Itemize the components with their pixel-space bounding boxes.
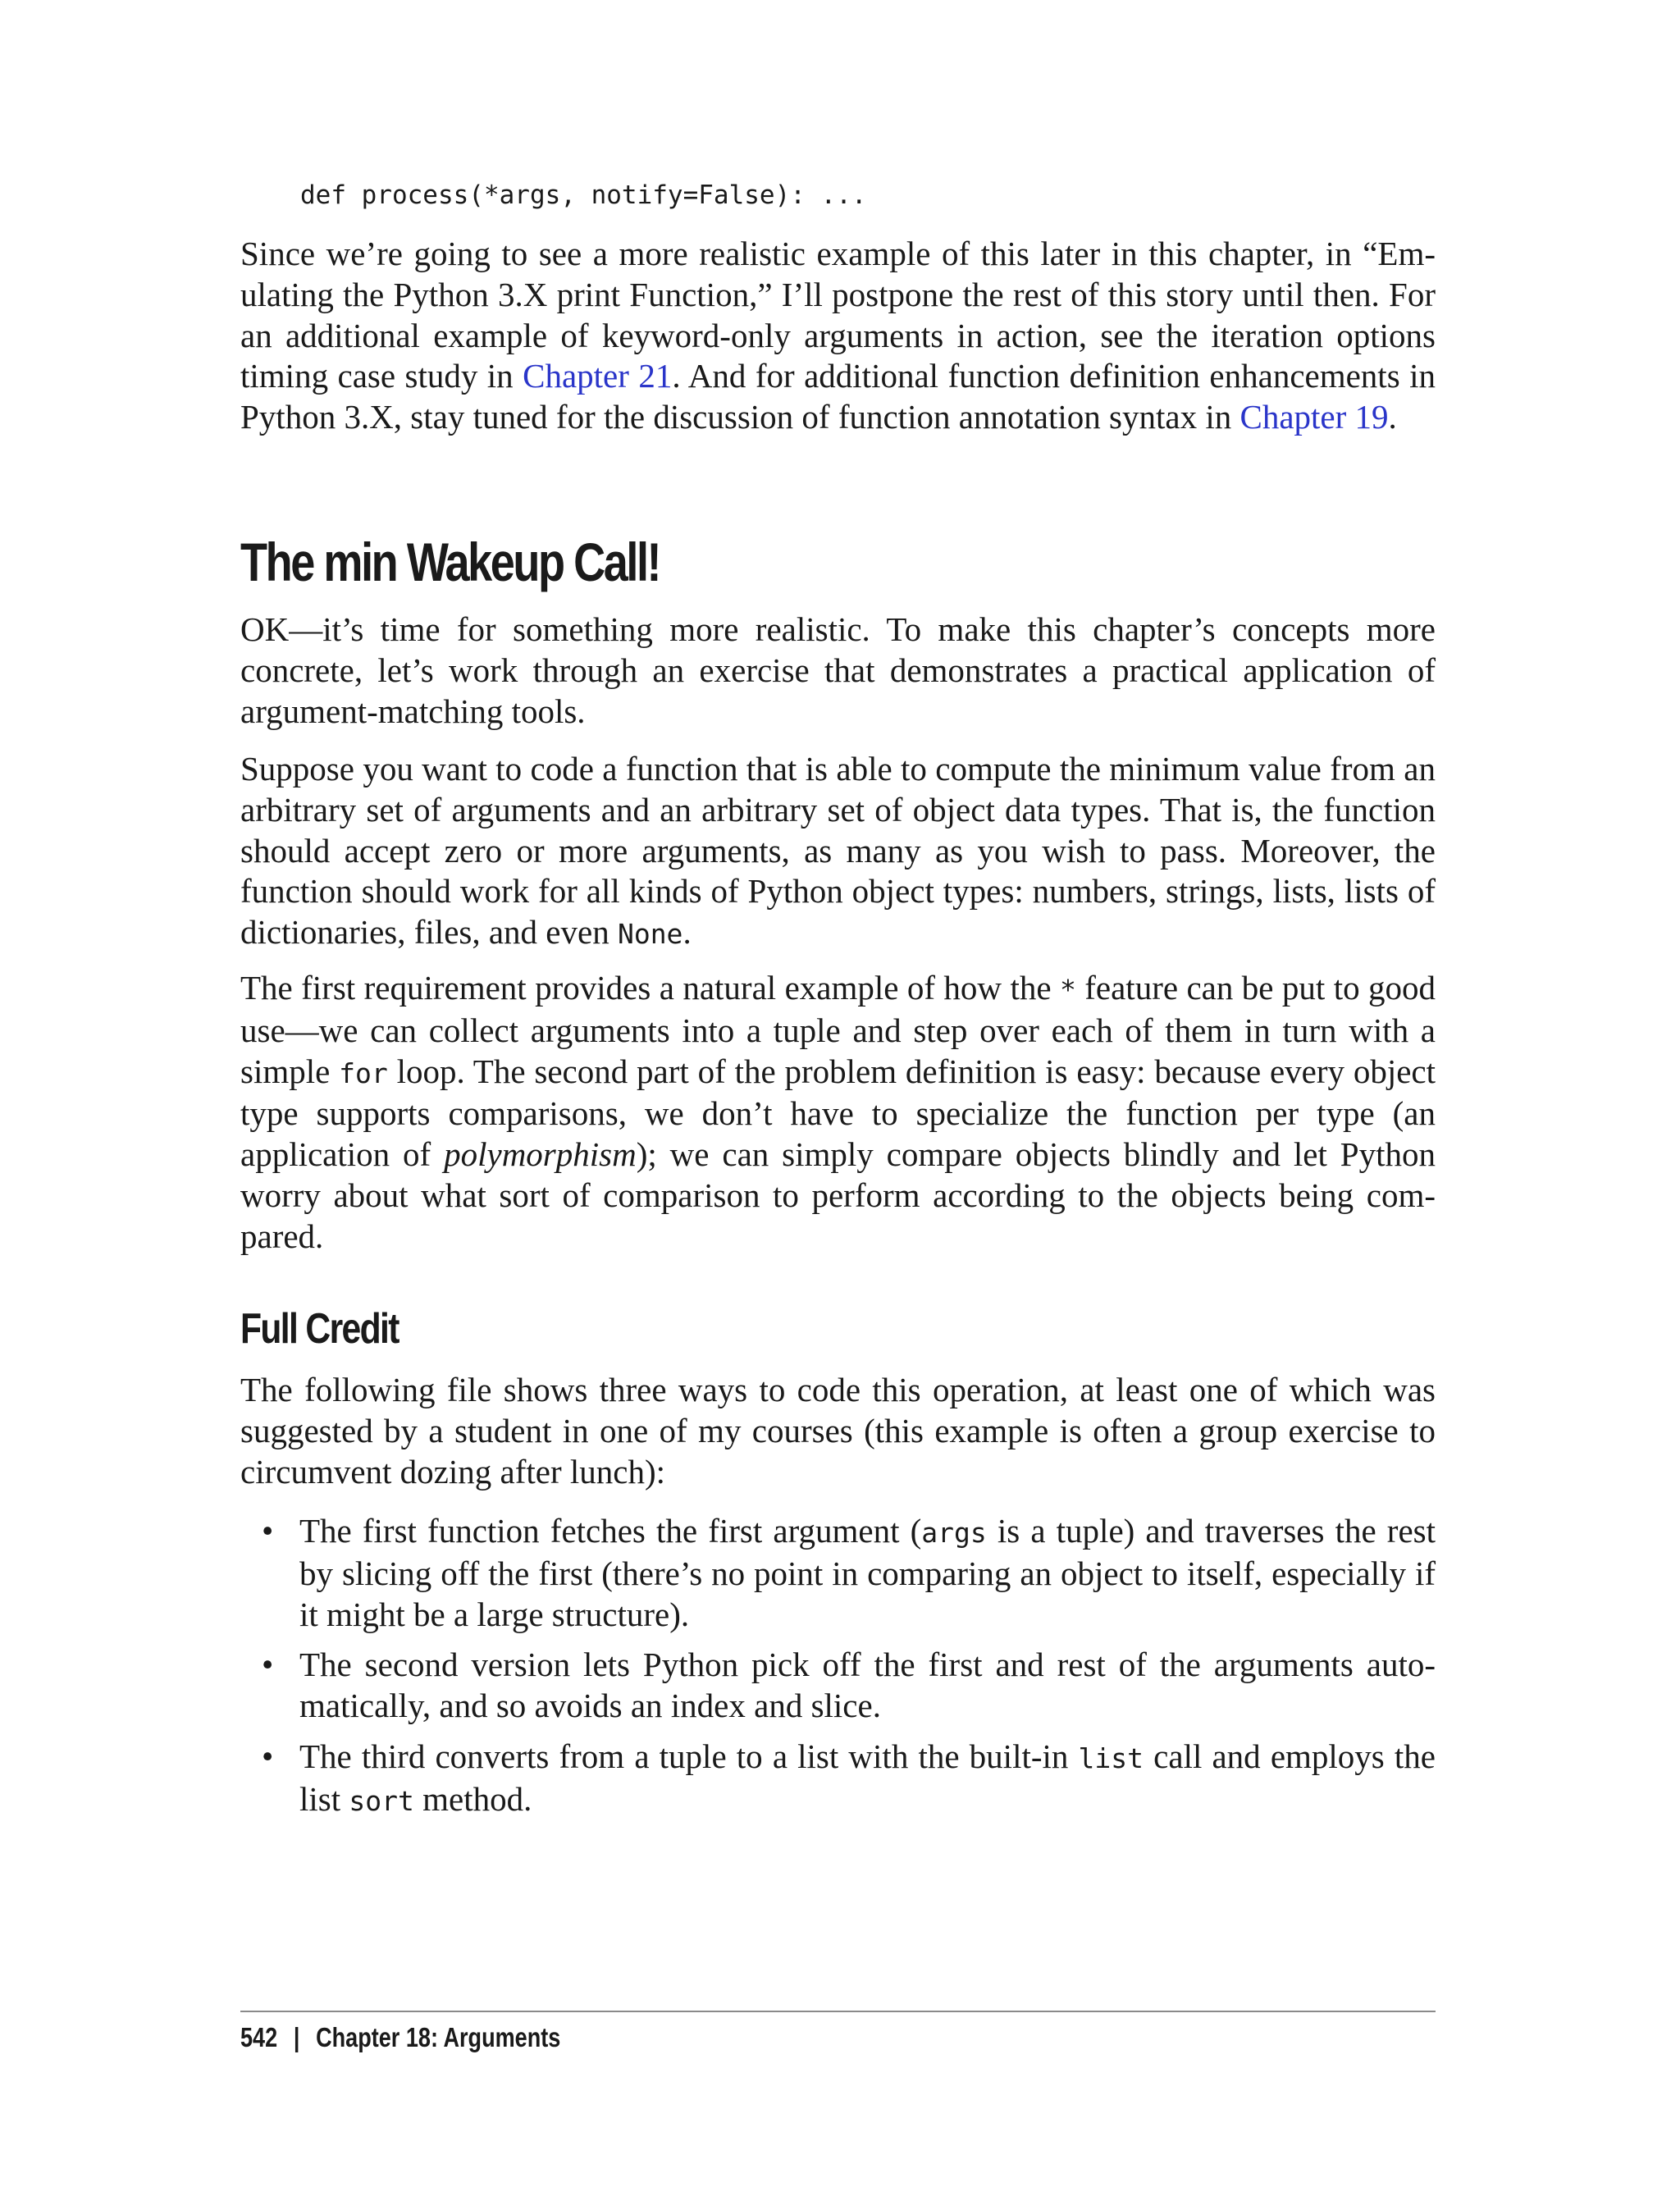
- inline-code: for: [339, 1057, 388, 1089]
- subsection-heading: Full Credit: [240, 1305, 399, 1353]
- inline-code: list: [1078, 1742, 1144, 1774]
- footer-separator: |: [293, 2022, 300, 2052]
- paragraph-requirement: [240, 968, 1436, 1258]
- list-item: [240, 1737, 1436, 1822]
- footer-divider: [240, 2011, 1436, 2012]
- section-heading: The min Wakeup Call!: [240, 532, 660, 592]
- bullet-icon: •: [262, 1512, 274, 1550]
- bullet-list: [240, 1511, 1436, 1832]
- page-number: 542: [240, 2022, 278, 2052]
- inline-code: sort: [349, 1784, 414, 1817]
- paragraph-text: Since we’re going to see a more realistic example of this later in this chapter, in “Emulating the Python 3.X print Function,” I’ll postpone the rest of this story until then. For an additional example of keyword-only arguments in action, see the iteration options timing case study in: [240, 235, 1436, 395]
- paragraph-text: loop. The second part of the problem definition is easy: because every object type supports comparisons, we don’t have to specialize the function per type (an application of: [240, 1052, 1436, 1174]
- list-item-text: is a tuple) and traverses the rest by slicing off the first (there’s no point in comparing an object to itself, especially if it might be a large structure).: [299, 1512, 1436, 1633]
- paragraph-following: The following file shows three ways to code this operation, at least one of which was suggested by a student in one of my courses (this example is often a group exercise to circumvent dozing after lunch):: [240, 1371, 1436, 1491]
- paragraph-suppose: [240, 749, 1436, 955]
- chapter-19-link[interactable]: Chapter 19: [1239, 398, 1389, 436]
- paragraph-text: Suppose you want to code a function that is able to compute the minimum value from an arbitrary set of arguments and an arbitrary set of object data types. That is, the function should accept zero or more arguments, as many as you wish to pass. Moreover, the function should work for all kinds of Python object types: numbers, strings, lists, lists of dictionaries, files, and even: [240, 750, 1436, 952]
- paragraph-text: The first requirement provides a natural example of how the: [240, 969, 1060, 1007]
- inline-code: *: [1059, 974, 1076, 1006]
- bullet-icon: •: [262, 1737, 274, 1775]
- list-item-text: The first function fetches the first argument (: [299, 1512, 922, 1550]
- list-item-text: The third converts from a tuple to a list with the built-in: [299, 1737, 1079, 1775]
- paragraph-intro: [240, 234, 1436, 438]
- paragraph-text: .: [1388, 398, 1397, 436]
- paragraph-text: ); we can simply compare objects blindly and let Python worry about what sort of comparison to perform according to the objects being compared.: [240, 1135, 1436, 1255]
- inline-code: args: [921, 1517, 987, 1549]
- code-snippet: def process(*args, notify=False): ...: [300, 180, 867, 210]
- list-item-text: call and employs the list: [299, 1737, 1436, 1818]
- paragraph-text: . And for additional function definition enhancements in Python 3.X, stay tuned for the discussion of function annotation syntax in: [240, 357, 1436, 436]
- bullet-icon: •: [262, 1646, 274, 1684]
- inline-code: None: [617, 918, 683, 951]
- paragraph-text: feature can be put to good use—we can collect arguments into a tuple and step over each of them in turn with a simple: [240, 969, 1436, 1090]
- list-item: [240, 1645, 1436, 1727]
- page-footer: [240, 2020, 560, 2056]
- paragraph-text: .: [682, 913, 692, 952]
- running-chapter-title: Chapter 18: Arguments: [316, 2022, 561, 2052]
- list-item: [240, 1511, 1436, 1635]
- paragraph-ok: OK—it’s time for something more realistic. To make this chapter’s concepts more concrete, let’s work through an exercise that demonstrates a practical application of argument-matching tools.: [240, 610, 1436, 730]
- emphasis-text: polymorphism: [444, 1135, 637, 1174]
- list-item-text: The second version lets Python pick off the first and rest of the arguments automatically, and so avoids an index and slice.: [299, 1646, 1436, 1725]
- chapter-21-link[interactable]: Chapter 21: [523, 357, 673, 395]
- list-item-text: method.: [413, 1779, 532, 1818]
